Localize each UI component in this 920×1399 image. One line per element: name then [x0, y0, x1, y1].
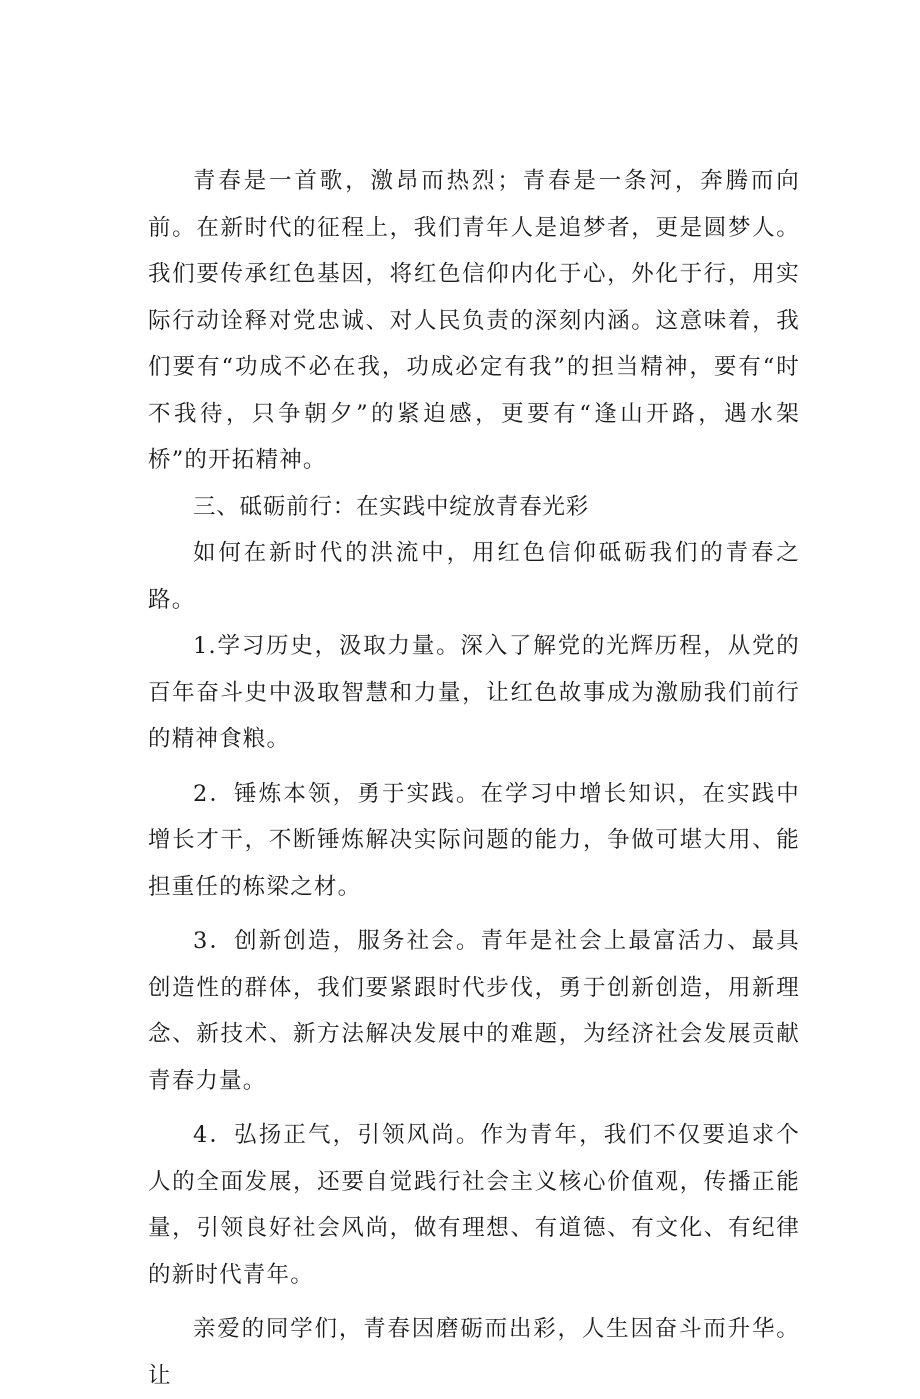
paragraph-gap [148, 910, 800, 918]
paragraph-closing: 亲爱的同学们，青春因磨砺而出彩，人生因奋斗而升华。让 [148, 1316, 800, 1389]
section-heading-three: 三、砥砺前行：在实践中绽放青春光彩 [193, 493, 590, 520]
list-item-3-innovate: 3．创新创造，服务社会。青年是社会上最富活力、最具创造性的群体，我们要紧跟时代步伐，勇于创新创造，用新理念、新技术、新方法解决发展中的难题，为经济社会发展贡献青春力量。 [148, 928, 800, 1094]
list-item-1-learn-history: 1.学习历史，汲取力量。深入了解党的光辉历程，从党的百年奋斗史中汲取智慧和力量，让红色故事成为激励我们前行的精神食粮。 [148, 633, 800, 752]
paragraph-gap [148, 1298, 800, 1306]
paragraph-intro-question: 如何在新时代的洪流中，用红色信仰砥砺我们的青春之路。 [148, 540, 800, 613]
list-item-2-hone-skills: 2．锤炼本领，勇于实践。在学习中增长知识，在实践中增长才干，不断锤炼解决实际问题的能力，争做可堪大用、能担重任的栋梁之材。 [148, 780, 800, 900]
list-item-4-uphold-integrity: 4．弘扬正气，引领风尚。作为青年，我们不仅要追求个人的全面发展，还要自觉践行社会主义核心价值观，传播正能量，引领良好社会风尚，做有理想、有道德、有文化、有纪律的新时代青年。 [148, 1122, 800, 1288]
paragraph-gap [148, 763, 800, 771]
paragraph-gap [148, 1104, 800, 1112]
paragraph-youth-song: 青春是一首歌，激昂而热烈；青春是一条河，奔腾而向前。在新时代的征程上，我们青年人是追梦者，更是圆梦人。我们要传承红色基因，将红色信仰内化于心，外化于行，用实际行动诠释对党忠诚、对人民负责的深刻内涵。这意味着，我们要有“功成不必在我，功成必定有我”的担当精神，要有“时不我待，只争朝夕”的紧迫感，更要有“逢山开路，遇水架桥”的开拓精神。 [148, 168, 800, 473]
document-body [148, 158, 800, 1399]
